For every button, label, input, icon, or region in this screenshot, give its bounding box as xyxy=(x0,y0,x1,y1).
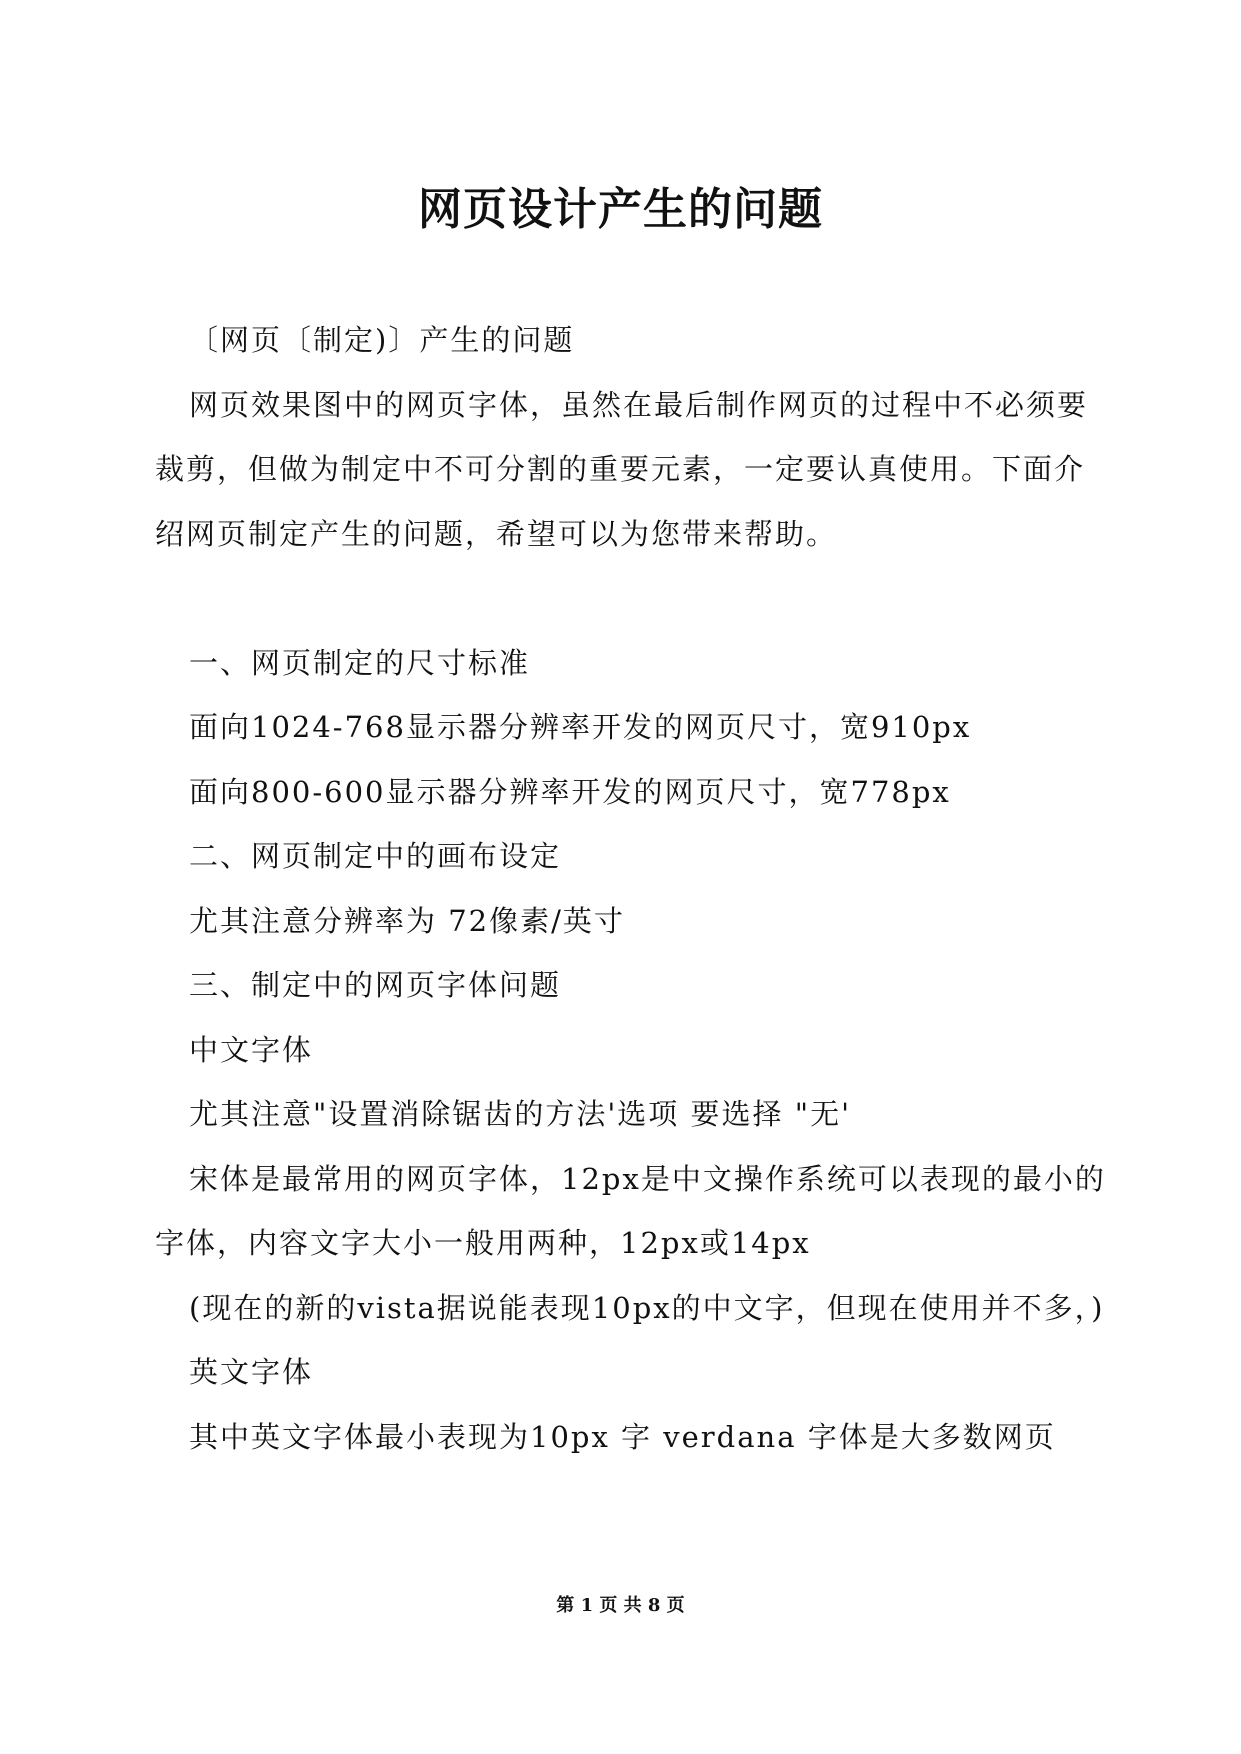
paragraph-antialias: 尤其注意"设置消除锯齿的方法'选项 要选择 "无' xyxy=(189,1097,852,1131)
section-heading-fonts: 三、制定中的网页字体问题 xyxy=(189,968,562,1002)
paragraph-resolution: 尤其注意分辨率为 72像素/英寸 xyxy=(189,903,625,938)
paragraph-heading: 〔网页〔制定)〕产生的问题 xyxy=(189,323,575,357)
paragraph-intro: 网页效果图中的网页字体，虽然在最后制作网页的过程中不必须要裁剪，但做为制定中不可分割的重要元素，一定要认真使用。下面介绍网页制定产生的问题，希望可以为您带来帮助。 xyxy=(155,387,1089,551)
document-body xyxy=(155,308,1115,1469)
subheading-english-fonts: 英文字体 xyxy=(189,1355,314,1389)
paragraph-songti: 宋体是最常用的网页字体，12px是中文操作系统可以表现的最小的字体，内容文字大小一般用两种，12px或14px xyxy=(155,1161,1106,1260)
section-heading-size-standard: 一、网页制定的尺寸标准 xyxy=(189,645,531,680)
subheading-chinese-fonts: 中文字体 xyxy=(189,1032,314,1067)
paragraph-size-1024: 面向1024-768显示器分辨率开发的网页尺寸，宽910px xyxy=(189,710,972,744)
page-title: 网页设计产生的问题 xyxy=(418,184,823,235)
page-footer: 第 1 页 共 8 页 xyxy=(556,1595,685,1616)
paragraph-spacer xyxy=(155,566,1115,631)
paragraph-size-800: 面向800-600显示器分辨率开发的网页尺寸，宽778px xyxy=(189,774,951,809)
section-heading-canvas: 二、网页制定中的画布设定 xyxy=(189,839,562,873)
paragraph-verdana: 其中英文字体最小表现为10px 字 verdana 字体是大多数网页 xyxy=(189,1419,1056,1454)
paragraph-vista: (现在的新的vista据说能表现10px的中文字，但现在使用并不多，) xyxy=(189,1290,1105,1325)
